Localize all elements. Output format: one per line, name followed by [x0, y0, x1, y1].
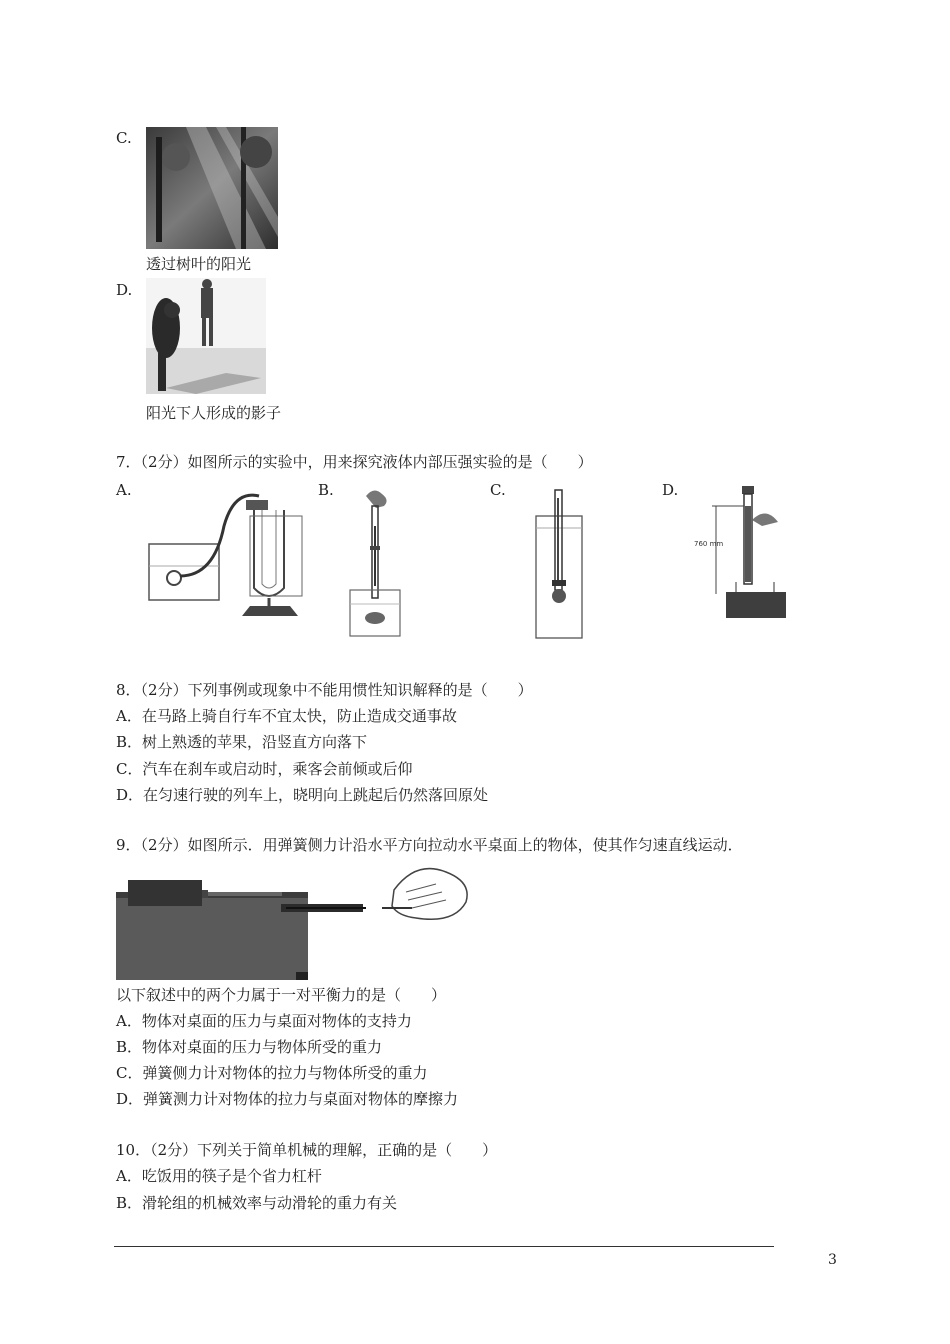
torricelli-760mm-label: 760 mm: [694, 540, 724, 548]
option-c-caption: 透过树叶的阳光: [146, 255, 252, 273]
q9-option-d: D．弹簧测力计对物体的拉力与桌面对物体的摩擦力: [116, 1090, 459, 1108]
q7-option-d-label: D.: [662, 481, 679, 499]
option-d-label: D.: [116, 281, 133, 299]
q10-stem: 10．（2分）下列关于简单机械的理解，正确的是（ ）: [116, 1141, 498, 1159]
q7-stem: 7．（2分）如图所示的实验中，用来探究液体内部压强实验的是（ ）: [116, 453, 593, 471]
q7-option-b-label: B.: [318, 481, 334, 499]
q8-stem: 8．（2分）下列事例或现象中不能用惯性知识解释的是（ ）: [116, 681, 533, 699]
torricelli-experiment-figure: [690, 486, 790, 620]
q9-option-a: A．物体对桌面的压力与桌面对物体的支持力: [116, 1012, 412, 1030]
option-c-label: C.: [116, 129, 132, 147]
q8-option-d: D．在匀速行驶的列车上，晓明向上跳起后仍然落回原处: [116, 786, 489, 804]
q7-option-a-label: A.: [116, 481, 132, 499]
q9-option-c: C．弹簧侧力计对物体的拉力与物体所受的重力: [116, 1064, 428, 1082]
q10-option-b: B．滑轮组的机械效率与动滑轮的重力有关: [116, 1194, 398, 1212]
q7-option-c-label: C.: [490, 481, 506, 499]
q8-option-b: B．树上熟透的苹果，沿竖直方向落下: [116, 733, 368, 751]
footer-rule: [114, 1246, 774, 1247]
u-tube-manometer-figure: [144, 486, 314, 622]
q9-question: 以下叙述中的两个力属于一对平衡力的是（ ）: [116, 986, 447, 1004]
option-d-caption: 阳光下人形成的影子: [146, 404, 282, 422]
sunlight-through-leaves-photo: [146, 127, 278, 249]
q9-stem: 9．（2分）如图所示．用弹簧侧力计沿水平方向拉动水平桌面上的物体，使其作匀速直线运动．: [116, 836, 743, 854]
page-number: 3: [828, 1252, 837, 1268]
shadow-of-people-photo: [146, 278, 266, 394]
q8-option-c: C．汽车在刹车或启动时，乘客会前倾或后仰: [116, 760, 413, 778]
q10-option-a: A．吃饭用的筷子是个省力杠杆: [116, 1167, 322, 1185]
tube-membrane-tall-beaker-figure: [530, 488, 590, 640]
q9-option-b: B．物体对桌面的压力与物体所受的重力: [116, 1038, 383, 1056]
spring-scale-pulling-block-figure: [116, 862, 476, 980]
tube-balloon-beaker-figure: [346, 486, 406, 638]
q8-option-a: A．在马路上骑自行车不宜太快，防止造成交通事故: [116, 707, 457, 725]
